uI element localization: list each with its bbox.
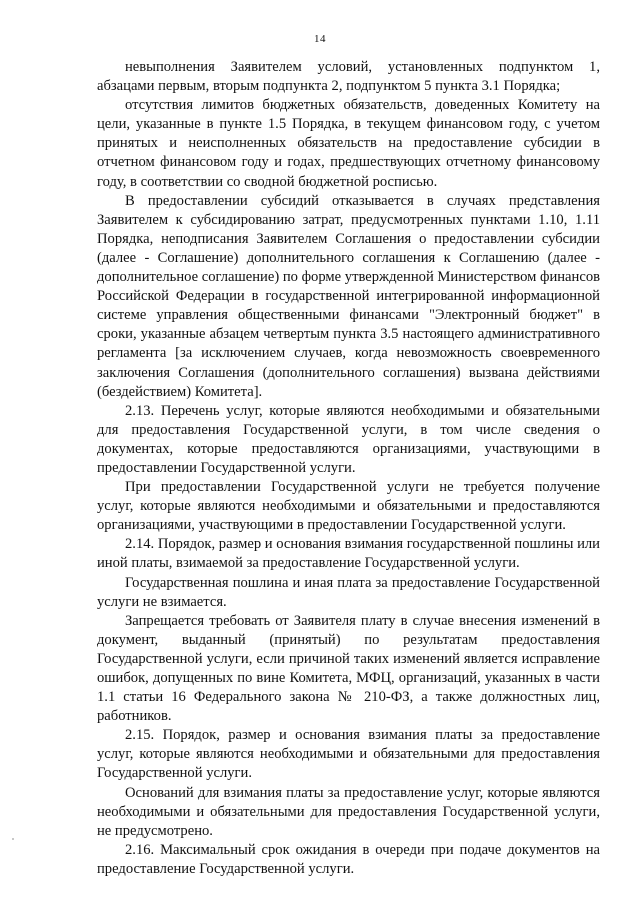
- paragraph-section-2-16: 2.16. Максимальный срок ожидания в очереди при подаче документов на предоставление Государственной услуги.: [97, 841, 600, 877]
- paragraph-no-fee: Государственная пошлина и иная плата за предоставление Государственной услуги не взимается.: [97, 574, 600, 610]
- paragraph-refusal-cases: В предоставлении субсидий отказывается в случаях представления Заявителем к субсидированию затрат, предусмотренных пунктами 1.10, 1.11 Порядка, неподписания Заявителем Соглашения о предоставлении субсидии (далее - Соглашение) дополнительного соглашения к Соглашению (далее - дополнительное соглашение) по форме утвержденной Министерством финансов Российской Федерации в государственной интегрированной информационной системе управления общественными финансами "Электронный бюджет" в сроки, указанные абзацем четвертым пункта 3.5 настоящего административного регламента [за исключением случаев, когда невозможность своевременного заключения Соглашения (дополнительного соглашения) вызвана действиями (бездействием) Комитета].: [97, 192, 601, 400]
- paragraph-section-2-15: 2.15. Порядок, размер и основания взимания платы за предоставление услуг, которые являются необходимыми и обязательными для предоставления Государственной услуги.: [97, 727, 600, 782]
- page-number: 14: [314, 33, 326, 45]
- paragraph-no-required-services: При предоставлении Государственной услуги не требуется получение услуг, которые являются необходимыми и обязательными и предоставляются организациями, участвующими в предоставлении Государственной услуги.: [97, 479, 600, 534]
- paragraph-continuation: невыполнения Заявителем условий, установленных подпунктом 1, абзацами первым, вторым подпункта 2, подпунктом 5 пункта 3.1 Порядка;: [97, 59, 600, 95]
- paragraph-budget-limits: отсутствия лимитов бюджетных обязательств, доведенных Комитету на цели, указанные в пункте 1.5 Порядка, в текущем финансовом году, с учетом принятых и неисполненных обязательств на предоставление субсидии в отчетном финансовом году и годах, предшествующих отчетному финансовому году, в соответствии со сводной бюджетной росписью.: [97, 97, 600, 190]
- paragraph-no-fee-grounds: Оснований для взимания платы за предоставление услуг, которые являются необходимыми и обязательными для предоставления Государственной услуги, не предусмотрено.: [97, 784, 600, 839]
- document-body: [97, 58, 600, 879]
- paragraph-section-2-13: 2.13. Перечень услуг, которые являются необходимыми и обязательными для предоставления Государственной услуги, в том числе сведения о документах, которые предоставляются организациями, участвующими в предоставлении Государственной услуги.: [97, 402, 600, 476]
- scan-artifact-dot: [12, 838, 14, 840]
- paragraph-fee-prohibition: Запрещается требовать от Заявителя плату в случае внесения изменений в документ, выданный (принятый) по результатам предоставления Государственной услуги, если причиной таких изменений является исправление ошибок, допущенных по вине Комитета, МФЦ, организаций, указанных в части 1.1 статьи 16 Федерального закона № 210-ФЗ, а также должностных лиц, работников.: [97, 612, 600, 725]
- paragraph-section-2-14: 2.14. Порядок, размер и основания взимания государственной пошлины или иной платы, взимаемой за предоставление Государственной услуги.: [97, 536, 600, 572]
